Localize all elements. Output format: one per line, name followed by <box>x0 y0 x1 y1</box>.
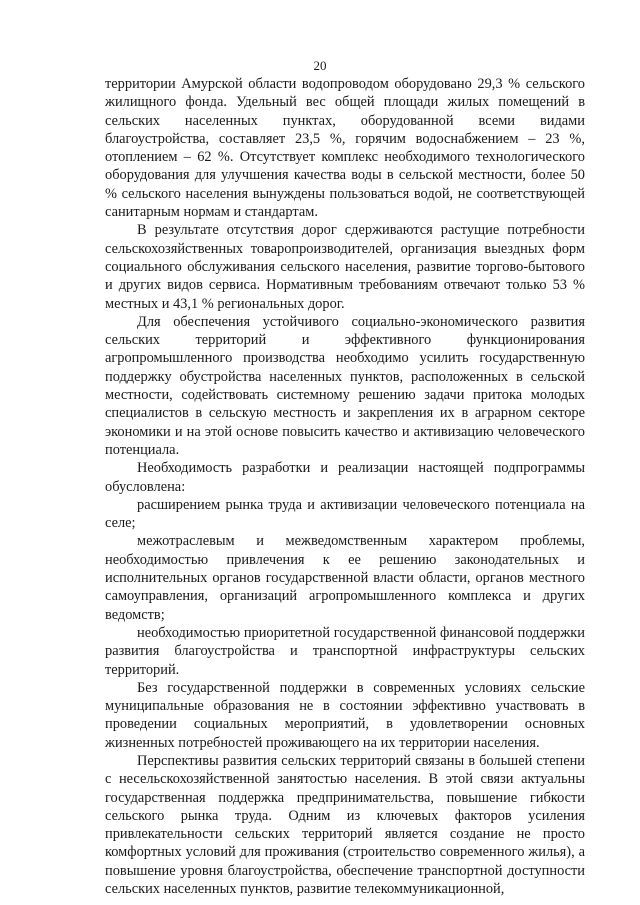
paragraph-necessity-intro: Необходимость разработки и реализации настоящей подпрограммы обусловлена: <box>105 460 585 495</box>
list-item-interagency: межотраслевым и межведомственным характером проблемы, необходимостью привлечения к ее решению законодательных и исполнительных органов государственной власти области, органов местного самоуправления, организаций агропромышленного комплекса и других ведомств; <box>105 533 585 623</box>
paragraph-water-supply: территории Амурской области водопроводом оборудовано 29,3 % сельского жилищного фонда. Удельный вес общей площади жилых помещений в сельских населенных пунктах, оборудованной всеми видами благоустройства, составляет 23,5 %, горячим водоснабжением – 23 %, отоплением – 62 %. Отсутствует комплекс необходимого технологического оборудования для улучшения качества воды в сельской местности, более 50 % сельского населения вынуждены пользоваться водой, не соответствующей санитарным нормам и стандартам. <box>105 76 585 221</box>
paragraph-roads: В результате отсутствия дорог сдерживаются растущие потребности сельскохозяйственных товаропроизводителей, организация выездных форм социального обслуживания сельского населения, развитие торгово-бытового и других видов сервиса. Нормативным требованиям отвечают только 53 % местных и 43,1 % региональных дорог. <box>105 222 585 312</box>
list-item-financial-support: необходимостью приоритетной государственной финансовой поддержки развития благоустройства и транспортной инфраструктуры сельских территорий. <box>105 624 585 678</box>
paragraph-state-support: Для обеспечения устойчивого социально-экономического развития сельских территорий и эффективного функционирования агропромышленного производства необходимо усилить государственную поддержку обустройства населенных пунктов, расположенных в сельской местности, содействовать системному решению задачи притока молодых специалистов в сельскую местность и закрепления их в аграрном секторе экономики и на этой основе повысить качество и активизацию человеческого потенциала. <box>105 313 585 458</box>
body-text <box>105 75 585 898</box>
page-number: 20 <box>313 58 327 73</box>
paragraph-prospects: Перспективы развития сельских территорий связаны в большей степени с несельскохозяйственной занятостью населения. В этой связи актуальны государственная поддержка предпринимательства, повышение гибкости сельского рынка труда. Одним из ключевых факторов усиления привлекательности сельских территорий является создание не просто комфортных условий для проживания (строительство современного жилья), а повышение уровня благоустройства, обеспечение транспортной доступности сельских населенных пунктов, развитие телекоммуникационной, <box>105 752 585 898</box>
list-item-labor-market: расширением рынка труда и активизации человеческого потенциала на селе; <box>105 496 585 532</box>
paragraph-municipalities: Без государственной поддержки в современных условиях сельские муниципальные образования не в состоянии эффективно участвовать в проведении социальных мероприятий, в удовлетворении основных жизненных потребностей проживающего на их территории населения. <box>105 679 585 751</box>
